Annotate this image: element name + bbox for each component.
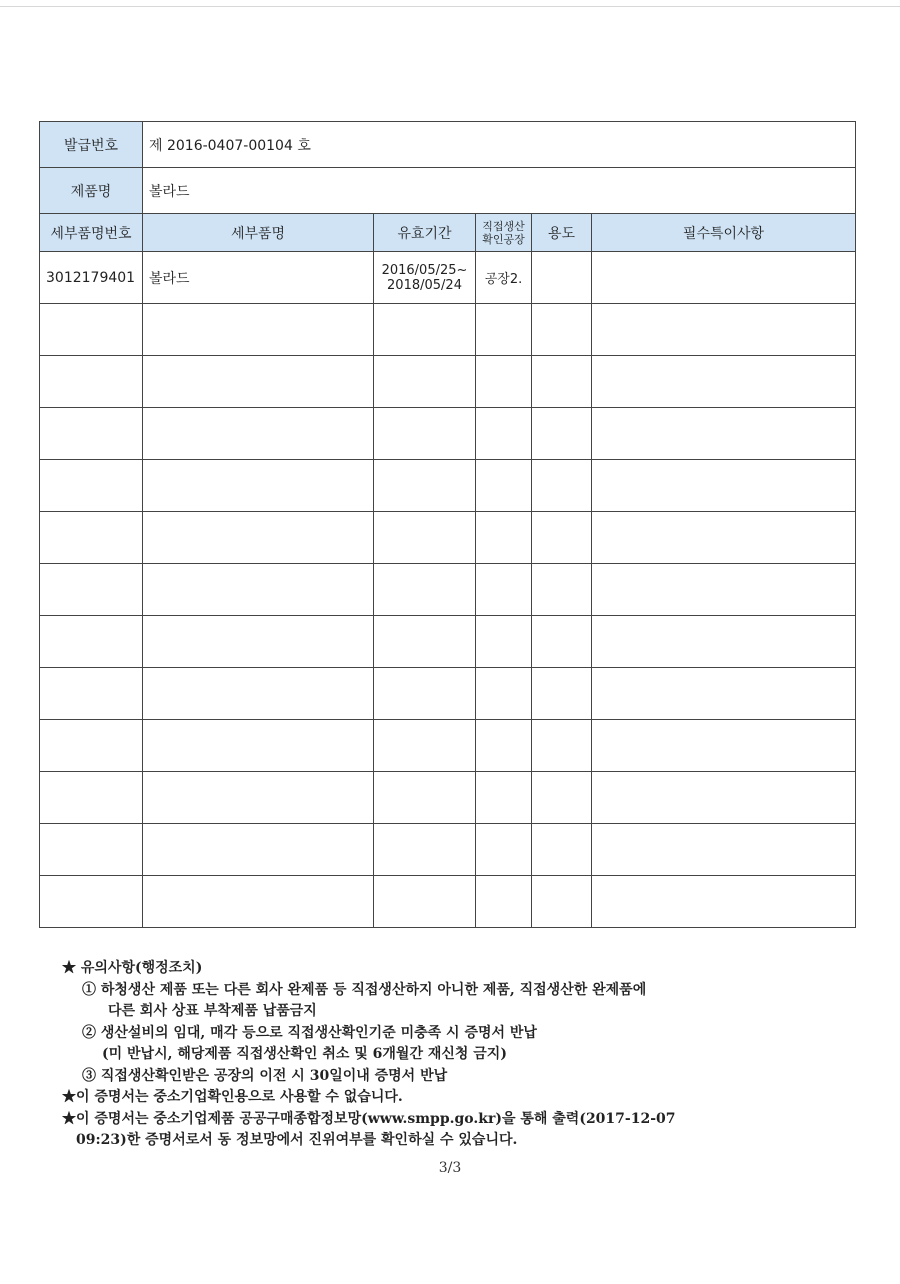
detail-name-cell xyxy=(143,616,374,668)
notes-cell xyxy=(592,824,856,876)
col-detail-number: 세부품명번호 xyxy=(40,214,143,252)
notice-heading: ★ 유의사항(행정조치) xyxy=(62,960,203,976)
factory-cell xyxy=(476,304,532,356)
notes-cell xyxy=(592,668,856,720)
col-notes: 필수특이사항 xyxy=(592,214,856,252)
detail-name-cell xyxy=(143,356,374,408)
detail-number-cell xyxy=(40,876,143,928)
usage-cell xyxy=(532,252,592,304)
validity-cell xyxy=(374,564,476,616)
product-name-label: 제품명 xyxy=(40,168,143,214)
detail-name-cell xyxy=(143,668,374,720)
validity-cell xyxy=(374,512,476,564)
usage-cell xyxy=(532,720,592,772)
issue-row xyxy=(40,122,856,168)
validity-cell xyxy=(374,356,476,408)
validity-end: 2018/05/24 xyxy=(387,277,462,293)
factory-cell xyxy=(476,356,532,408)
usage-cell xyxy=(532,356,592,408)
notes-cell xyxy=(592,252,856,304)
validity-cell xyxy=(374,876,476,928)
col-validity: 유효기간 xyxy=(374,214,476,252)
table-row xyxy=(40,876,856,928)
notice-item-1-line-1: ① 하청생산 제품 또는 다른 회사 완제품 등 직접생산하지 아니한 제품, 직접생산한 완제품에 xyxy=(82,981,647,998)
validity-cell xyxy=(374,772,476,824)
table-row xyxy=(40,356,856,408)
notes-cell xyxy=(592,304,856,356)
usage-cell xyxy=(532,668,592,720)
factory-cell: 공장2. xyxy=(476,252,532,304)
issue-number-label: 발급번호 xyxy=(40,122,143,168)
factory-cell xyxy=(476,668,532,720)
table-row xyxy=(40,304,856,356)
detail-number-cell xyxy=(40,720,143,772)
detail-number-cell xyxy=(40,460,143,512)
notes-cell xyxy=(592,408,856,460)
validity-cell xyxy=(374,460,476,512)
usage-cell xyxy=(532,876,592,928)
usage-cell xyxy=(532,824,592,876)
factory-cell xyxy=(476,876,532,928)
factory-cell xyxy=(476,720,532,772)
notice-item-2-line-1: ② 생산설비의 임대, 매각 등으로 직접생산확인기준 미충족 시 증명서 반납 xyxy=(82,1024,537,1041)
factory-cell xyxy=(476,512,532,564)
validity-start: 2016/05/25~ xyxy=(381,262,468,278)
detail-number-cell xyxy=(40,304,143,356)
factory-cell xyxy=(476,772,532,824)
notes-cell xyxy=(592,460,856,512)
notes-cell xyxy=(592,512,856,564)
validity-cell xyxy=(374,720,476,772)
usage-cell xyxy=(532,564,592,616)
detail-number-cell xyxy=(40,512,143,564)
table-row xyxy=(40,460,856,512)
product-name-value: 볼라드 xyxy=(143,168,856,214)
detail-number-cell xyxy=(40,356,143,408)
col-usage: 용도 xyxy=(532,214,592,252)
validity-cell xyxy=(374,408,476,460)
detail-name-cell xyxy=(143,304,374,356)
detail-number-cell xyxy=(40,408,143,460)
table-row xyxy=(40,772,856,824)
table-row xyxy=(40,408,856,460)
factory-cell xyxy=(476,564,532,616)
detail-name-cell xyxy=(143,720,374,772)
validity-cell xyxy=(374,668,476,720)
notes-cell xyxy=(592,564,856,616)
notes-cell xyxy=(592,720,856,772)
table-row xyxy=(40,824,856,876)
usage-cell xyxy=(532,512,592,564)
detail-name-cell: 볼라드 xyxy=(143,252,374,304)
usage-cell xyxy=(532,408,592,460)
top-rule xyxy=(0,6,900,7)
detail-number-cell: 3012179401 xyxy=(40,252,143,304)
detail-name-cell xyxy=(143,824,374,876)
detail-name-cell xyxy=(143,772,374,824)
table-row xyxy=(40,668,856,720)
col-detail-name: 세부품명 xyxy=(143,214,374,252)
usage-cell xyxy=(532,772,592,824)
notes-cell xyxy=(592,772,856,824)
notice-section xyxy=(62,958,852,1152)
table-row xyxy=(40,512,856,564)
table-row xyxy=(40,252,856,304)
detail-number-cell xyxy=(40,564,143,616)
detail-name-cell xyxy=(143,512,374,564)
detail-number-cell xyxy=(40,772,143,824)
detail-number-cell xyxy=(40,668,143,720)
validity-cell xyxy=(374,824,476,876)
notes-cell xyxy=(592,876,856,928)
notice-note-b-line-2: 09:23)한 증명서로서 동 정보망에서 진위여부를 확인하실 수 있습니다. xyxy=(76,1132,518,1148)
factory-cell xyxy=(476,460,532,512)
detail-name-cell xyxy=(143,408,374,460)
usage-cell xyxy=(532,304,592,356)
table-row xyxy=(40,564,856,616)
table-row xyxy=(40,720,856,772)
usage-cell xyxy=(532,460,592,512)
factory-cell xyxy=(476,408,532,460)
notice-note-a: ★이 증명서는 중소기업확인용으로 사용할 수 없습니다. xyxy=(62,1089,403,1105)
notice-item-1-line-2: 다른 회사 상표 부착제품 납품금지 xyxy=(108,1003,317,1019)
detail-number-cell xyxy=(40,616,143,668)
validity-cell xyxy=(374,252,476,304)
notes-cell xyxy=(592,616,856,668)
detail-name-cell xyxy=(143,876,374,928)
table-row xyxy=(40,616,856,668)
notice-item-2-line-2: (미 반납시, 해당제품 직접생산확인 취소 및 6개월간 재신청 금지) xyxy=(102,1046,507,1062)
notice-item-3: ③ 직접생산확인받은 공장의 이전 시 30일이내 증명서 반납 xyxy=(82,1067,448,1084)
detail-name-cell xyxy=(143,564,374,616)
factory-cell xyxy=(476,824,532,876)
validity-cell xyxy=(374,616,476,668)
factory-cell xyxy=(476,616,532,668)
usage-cell xyxy=(532,616,592,668)
validity-cell xyxy=(374,304,476,356)
col-factory: 직접생산 확인공장 xyxy=(476,214,532,252)
detail-number-cell xyxy=(40,824,143,876)
certificate-table xyxy=(39,121,856,928)
issue-number-value: 제 2016-0407-00104 호 xyxy=(143,122,856,168)
notice-note-b-line-1: ★이 증명서는 중소기업제품 공공구매종합정보망(www.smpp.go.kr)을 통해 출력(2017-12-07 xyxy=(62,1110,676,1127)
page-number: 3/3 xyxy=(438,1160,462,1176)
column-header-row xyxy=(40,214,856,252)
detail-name-cell xyxy=(143,460,374,512)
notes-cell xyxy=(592,356,856,408)
product-row xyxy=(40,168,856,214)
